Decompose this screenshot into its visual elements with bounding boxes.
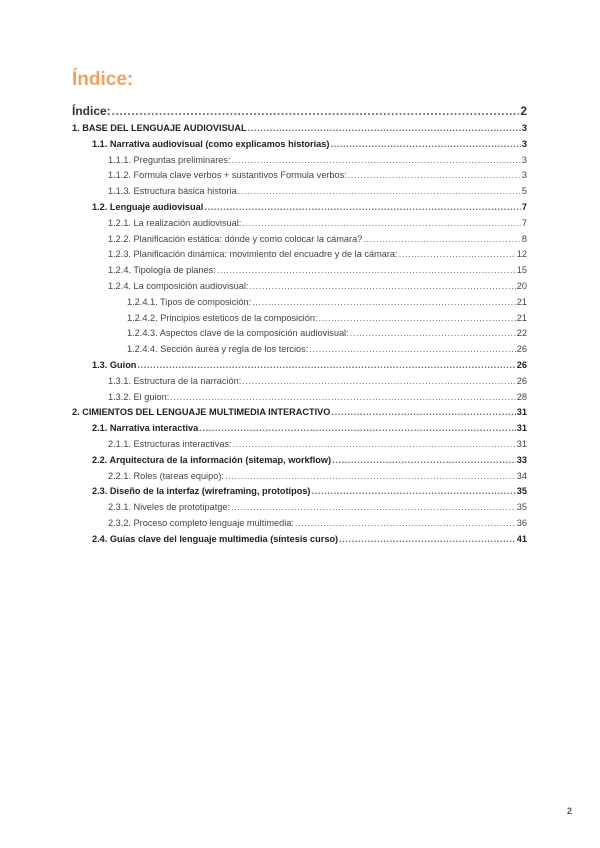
toc-entry-title: 1.2.2. Planificación estática: dónde y como colocar la cámara? bbox=[108, 233, 363, 244]
toc-entry[interactable] bbox=[72, 342, 527, 358]
toc-entry-title: 2.3. Diseño de la interfaz (wireframing, prototipos) bbox=[92, 486, 311, 497]
toc-dot-leader bbox=[339, 532, 516, 548]
toc-dot-leader bbox=[363, 232, 521, 248]
table-of-contents bbox=[72, 101, 527, 548]
toc-entry-title: Índice: bbox=[72, 104, 111, 118]
toc-entry-page: 22 bbox=[516, 328, 527, 339]
toc-entry-title: 1.2.3. Planificación dinámica: movimiento del encuadre y de la cámara: bbox=[108, 249, 398, 260]
toc-entry-title: 1.2.4. Tipología de planes: bbox=[108, 265, 216, 276]
toc-entry[interactable] bbox=[72, 374, 527, 390]
toc-entry-title: 2.3.2. Proceso completo lenguaje multimedia: bbox=[108, 517, 294, 528]
toc-dot-leader bbox=[309, 342, 515, 358]
toc-heading: Índice: bbox=[72, 69, 134, 90]
toc-dot-leader bbox=[332, 453, 516, 469]
toc-entry[interactable] bbox=[72, 153, 527, 169]
toc-dot-leader bbox=[248, 121, 521, 137]
toc-entry-page: 41 bbox=[516, 533, 527, 544]
toc-entry-page: 28 bbox=[516, 391, 527, 402]
toc-dot-leader bbox=[231, 500, 516, 516]
toc-entry-title: 1. BASE DEL LENGUAJE AUDIOVISUAL bbox=[72, 123, 247, 133]
toc-entry[interactable] bbox=[72, 232, 527, 248]
toc-entry[interactable] bbox=[72, 121, 527, 137]
toc-entry-title: 1.1. Narrativa audiovisual (como explicamos historias) bbox=[92, 138, 330, 149]
toc-entry[interactable] bbox=[72, 311, 527, 327]
toc-entry[interactable] bbox=[72, 437, 527, 453]
toc-entry-page: 26 bbox=[516, 375, 527, 386]
toc-entry[interactable] bbox=[72, 247, 527, 263]
toc-entry[interactable] bbox=[72, 263, 527, 279]
toc-entry-page: 21 bbox=[516, 296, 527, 307]
toc-entry[interactable] bbox=[72, 500, 527, 516]
toc-entry[interactable] bbox=[72, 516, 527, 532]
toc-entry-page: 36 bbox=[516, 517, 527, 528]
toc-entry-title: 1.3.2. El guion: bbox=[108, 391, 170, 402]
toc-entry-title: 1.1.2. Formula clave verbos + sustantivos Formula verbos: bbox=[108, 170, 347, 181]
toc-entry[interactable] bbox=[72, 168, 527, 184]
toc-dot-leader bbox=[112, 101, 520, 121]
toc-entry-page: 7 bbox=[521, 201, 527, 212]
toc-entry-title: 2.4. Guías clave del lenguaje multimedia (síntesis curso) bbox=[92, 533, 339, 544]
toc-dot-leader bbox=[249, 279, 515, 295]
toc-entry-page: 35 bbox=[516, 502, 527, 513]
toc-entry-title: 2.1. Narrativa interactiva bbox=[92, 423, 199, 434]
toc-entry-page: 31 bbox=[516, 407, 527, 418]
toc-entry[interactable] bbox=[72, 453, 527, 469]
toc-entry-page: 3 bbox=[521, 170, 527, 181]
toc-entry-page: 8 bbox=[521, 233, 527, 244]
toc-entry-title: 1.2.1. La realización audiovisual: bbox=[108, 217, 242, 228]
toc-entry[interactable] bbox=[72, 532, 527, 548]
toc-entry-title: 1.2. Lenguaje audiovisual bbox=[92, 201, 204, 212]
toc-entry-page: 12 bbox=[516, 249, 527, 260]
toc-entry-page: 3 bbox=[521, 138, 527, 149]
toc-dot-leader bbox=[217, 263, 516, 279]
toc-dot-leader bbox=[204, 200, 521, 216]
toc-dot-leader bbox=[137, 358, 515, 374]
toc-entry-title: 1.3.1. Estructura de la narración: bbox=[108, 375, 242, 386]
toc-dot-leader bbox=[242, 216, 521, 232]
toc-entry[interactable] bbox=[72, 469, 527, 485]
toc-entry-page: 3 bbox=[521, 123, 527, 133]
toc-entry-page: 33 bbox=[516, 454, 527, 465]
toc-entry-page: 2 bbox=[520, 104, 527, 118]
toc-entry-page: 26 bbox=[516, 344, 527, 355]
toc-entry[interactable] bbox=[72, 484, 527, 500]
toc-entry-title: 1.2.4.4. Sección áurea y regla de los tercios: bbox=[127, 344, 309, 355]
toc-entry-title: 2.2. Arquitectura de la información (sitemap, workflow) bbox=[92, 454, 332, 465]
toc-dot-leader bbox=[170, 390, 515, 406]
toc-dot-leader bbox=[331, 405, 515, 421]
toc-entry-page: 5 bbox=[521, 186, 527, 197]
toc-entry[interactable] bbox=[72, 421, 527, 437]
toc-entry-title: 1.1.3. Estructura básica historia bbox=[108, 186, 237, 197]
toc-entry[interactable] bbox=[72, 358, 527, 374]
toc-entry-page: 34 bbox=[516, 470, 527, 481]
toc-entry-page: 20 bbox=[516, 280, 527, 291]
toc-entry-title: 2.3.1. Niveles de prototipatge: bbox=[108, 502, 231, 513]
toc-entry[interactable] bbox=[72, 405, 527, 421]
toc-entry-page: 31 bbox=[516, 438, 527, 449]
toc-dot-leader bbox=[348, 168, 521, 184]
toc-entry-page: 7 bbox=[521, 217, 527, 228]
toc-dot-leader bbox=[238, 184, 521, 200]
toc-entry-page: 15 bbox=[516, 265, 527, 276]
toc-entry-title: 1.3. Guion bbox=[92, 359, 137, 370]
toc-dot-leader bbox=[232, 153, 521, 169]
toc-entry[interactable] bbox=[72, 137, 527, 153]
toc-entry-title: 2.2.1. Roles (tareas equipo): bbox=[108, 470, 224, 481]
toc-entry[interactable] bbox=[72, 184, 527, 200]
toc-entry-page: 3 bbox=[521, 154, 527, 165]
toc-entry-title: 1.1.1. Preguntas preliminares: bbox=[108, 154, 231, 165]
toc-entry-title: 1.2.4. La composición audiovisual: bbox=[108, 280, 249, 291]
toc-entry-title: 2.1.1. Estructuras interactivas: bbox=[108, 438, 232, 449]
toc-entry-page: 26 bbox=[516, 359, 527, 370]
toc-dot-leader bbox=[252, 295, 516, 311]
toc-dot-leader bbox=[295, 516, 516, 532]
toc-dot-leader bbox=[242, 374, 515, 390]
toc-entry-page: 31 bbox=[516, 423, 527, 434]
toc-dot-leader bbox=[350, 326, 516, 342]
page-number: 2 bbox=[566, 806, 572, 816]
toc-entry[interactable] bbox=[72, 295, 527, 311]
toc-entry[interactable] bbox=[72, 390, 527, 406]
toc-entry[interactable] bbox=[72, 101, 527, 121]
toc-entry-page: 21 bbox=[516, 312, 527, 323]
toc-entry-title: 2. CIMIENTOS DEL LENGUAJE MULTIMEDIA INTERACTIVO bbox=[72, 407, 331, 418]
toc-entry[interactable] bbox=[72, 216, 527, 232]
toc-dot-leader bbox=[225, 469, 516, 485]
toc-entry-title: 1.2.4.2. Principios esteticos de la composición: bbox=[127, 312, 318, 323]
toc-entry-page: 35 bbox=[516, 486, 527, 497]
toc-dot-leader bbox=[312, 484, 516, 500]
toc-entry[interactable] bbox=[72, 326, 527, 342]
toc-entry-title: 1.2.4.1. Tipos de composición: bbox=[127, 296, 252, 307]
toc-entry[interactable] bbox=[72, 279, 527, 295]
toc-entry-title: 1.2.4.3. Aspectos clave de la composición audiovisual: bbox=[127, 328, 349, 339]
toc-dot-leader bbox=[233, 437, 516, 453]
toc-dot-leader bbox=[318, 311, 515, 327]
toc-dot-leader bbox=[330, 137, 520, 153]
toc-entry[interactable] bbox=[72, 200, 527, 216]
toc-dot-leader bbox=[399, 247, 516, 263]
toc-dot-leader bbox=[199, 421, 516, 437]
